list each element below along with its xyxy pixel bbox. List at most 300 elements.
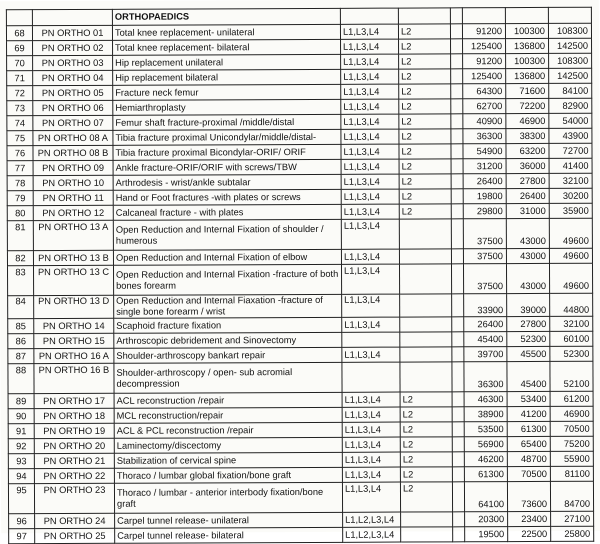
hospital-levels: L1,L3,L4 [341,249,399,264]
rate-tier-3: 108300 [549,53,592,68]
rate-tier-3: 142500 [549,38,592,53]
row-number: 72 [7,86,33,101]
row-number: 88 [8,364,34,394]
row-number: 75 [7,131,33,146]
hospital-levels: L1,L3,L4 [341,129,399,144]
row-number: 82 [7,251,33,266]
procedure-text: Open Reduction and Internal Fixation -fracture of both bones forearm [116,268,339,291]
package-code: PN ORTHO 12 [33,205,113,220]
empty-cell [451,219,463,249]
procedure-name [114,422,342,438]
rate-tier-1: 91200 [462,24,505,39]
package-code: PN ORTHO 25 [35,528,115,543]
rate-tier-3: 27100 [551,511,594,526]
rate-tier-3: 32100 [549,173,592,188]
row-number: 89 [8,394,34,409]
procedure-text: Open Reduction and Internal Fixation of shoulder / humerous [115,223,324,246]
package-code: PN ORTHO 14 [34,318,114,333]
package-code: PN ORTHO 11 [33,190,113,205]
procedure-text: Total knee replacement- unilateral [114,26,255,38]
care-level [399,219,451,249]
row-number: 86 [8,334,34,349]
rate-tier-2: 73600 [507,481,550,511]
hospital-levels: L1,L3,L4 [342,422,400,437]
hospital-levels: L1,L3,L4 [341,219,399,249]
rate-tier-1: 45400 [464,332,507,347]
rate-tier-3: 44800 [550,293,593,316]
rate-tier-3: 142500 [549,68,592,83]
empty-cell [452,422,464,437]
package-code: PN ORTHO 19 [34,423,114,438]
procedure-name [114,407,342,423]
hospital-levels: L1,L3,L4 [342,437,400,452]
care-level: L2 [399,54,451,69]
rate-tier-3: 49600 [549,248,592,263]
row-number: 71 [7,71,33,86]
rate-tier-2: 100300 [505,23,548,38]
section-title: ORTHOPAEDICS [112,8,340,25]
package-code: PN ORTHO 04 [33,70,113,85]
rate-tier-2: 61300 [507,421,550,436]
rate-tier-1: 125400 [463,69,506,84]
rate-tier-2: 43000 [506,248,549,263]
procedure-text: Femur shaft fracture-proximal /middle/distal [115,116,295,128]
rate-tier-2: 27800 [507,316,550,331]
procedure-name [113,219,341,250]
rate-tier-1: 64100 [464,482,507,512]
rate-tier-2: 45400 [507,361,550,391]
package-code: PN ORTHO 13 D [34,295,114,318]
rate-tier-1: 36300 [464,362,507,392]
hospital-levels: L1,L3,L4 [341,159,399,174]
rate-tier-2: 65400 [507,436,550,451]
hospital-levels: L1,L3,L4 [341,264,399,294]
procedure-text: Tibia fracture proximal Bicondylar-ORIF/ ORIF [115,146,306,158]
care-level: L2 [400,437,452,452]
rate-tier-2: 48700 [507,451,550,466]
rate-tier-2: 41200 [507,406,550,421]
row-number: 69 [7,41,33,56]
procedure-text: Arthroscopic debridement and Sinovectomy [116,334,297,346]
hospital-levels: L1,L3,L4 [341,189,399,204]
procedure-name [114,452,342,468]
row-number: 81 [7,221,33,251]
procedure-text: Arthrodesis - wrist/ankle subtalar [115,176,251,188]
empty-cell [451,114,463,129]
table-row [8,293,593,319]
row-number: 93 [8,454,34,469]
row-number: 85 [8,319,34,334]
rate-tier-2: 71600 [506,83,549,98]
table-row [7,263,592,296]
procedure-text: Hemiarthroplasty [115,101,186,113]
procedure-text: ACL reconstruction /repair [116,394,225,406]
package-code: PN ORTHO 20 [34,438,114,453]
empty-cell [452,482,464,512]
row-number: 95 [8,484,34,514]
procedure-text: Hip replacement bilateral [115,71,219,83]
procedure-name [114,392,342,408]
procedure-name [114,362,342,393]
procedure-text: Scaphoid fracture fixation [116,319,222,331]
procedure-text: ACL & PCL reconstruction /repair [116,424,254,436]
rate-tier-3: 82900 [549,98,592,113]
hospital-levels: L1,L3,L4 [342,482,400,512]
rate-tier-3: 60100 [550,331,593,346]
rate-tier-2: 27800 [506,173,549,188]
rate-tier-1: 29800 [463,204,506,219]
procedure-text: Thoraco / lumbar - anterior interbody fixation/bone graft [116,486,324,509]
package-code: PN ORTHO 13 A [33,220,113,250]
procedure-text: Carpel tunnel release- unilateral [117,514,249,526]
procedure-name [115,512,343,528]
empty-cell [451,54,463,69]
care-level: L2 [399,204,451,219]
rate-tier-2: 136800 [506,68,549,83]
empty-cell [452,294,464,317]
hospital-levels: L1,L3,L4 [341,54,399,69]
empty-cell [452,452,464,467]
procedure-name [113,54,341,70]
hospital-levels: L1,L2,L3,L4 [343,512,401,527]
empty-cell [452,392,464,407]
rate-tier-3: 43900 [549,128,592,143]
rate-tier-2: 39000 [507,293,550,316]
table-row [7,218,592,251]
rate-tier-2: 36000 [506,158,549,173]
rate-tier-2: 136800 [506,38,549,53]
procedure-name [113,39,341,55]
rate-tier-2: 53400 [507,391,550,406]
row-number: 94 [8,469,34,484]
procedure-name [114,437,342,453]
procedure-text: Shoulder-arthroscopy / open- sub acromial decompression [116,366,293,389]
care-level [400,362,452,392]
care-level: L2 [400,467,452,482]
row-number: 79 [7,191,33,206]
procedure-name [113,144,341,160]
row-number: 90 [8,409,34,424]
empty-cell [451,99,463,114]
procedure-name [113,189,341,205]
empty-cell [451,39,463,54]
hospital-levels: L1,L3,L4 [342,452,400,467]
hospital-levels: L1,L3,L4 [341,39,399,54]
empty-cell [453,527,465,542]
care-level [401,512,453,527]
care-level: L2 [400,452,452,467]
rate-tier-1: 91200 [463,54,506,69]
rate-tier-2: 23400 [508,511,551,526]
hospital-levels [342,362,400,392]
empty-cell [451,144,463,159]
row-number: 83 [7,266,33,296]
row-number: 77 [7,161,33,176]
rate-tier-3: 54000 [549,113,592,128]
rate-tier-2: 45500 [507,346,550,361]
care-level: L2 [400,407,452,422]
hospital-levels: L1,L3,L4 [340,24,398,39]
rate-tier-1: 46200 [464,452,507,467]
package-code: PN ORTHO 07 [33,115,113,130]
package-code: PN ORTHO 05 [33,85,113,100]
procedure-text: Open Reduction and Internal Fiaxation -fracture of single bone forearm / wrist [116,294,323,317]
package-code: PN ORTHO 02 [33,40,113,55]
hospital-levels: L1,L3,L4 [342,392,400,407]
empty-cell [451,204,463,219]
procedure-text: Hip replacement unilateral [115,56,224,68]
procedure-text: Carpel tunnel release- bilateral [117,529,244,541]
package-code: PN ORTHO 13 B [33,250,113,265]
package-code: PN ORTHO 22 [34,468,114,483]
procedure-text: Tibia fracture proximal Unicondylar/middle/distal- [115,131,317,143]
row-number: 97 [9,529,35,544]
hospital-levels [342,332,400,347]
package-code: PN ORTHO 23 [34,483,114,513]
row-number: 87 [8,349,34,364]
procedure-name [112,24,340,40]
hospital-levels: L1,L3,L4 [341,114,399,129]
hospital-levels: L1,L3,L4 [341,144,399,159]
rate-tier-3: 46900 [550,406,593,421]
rate-tier-1: 46300 [464,392,507,407]
package-code: PN ORTHO 08 B [33,145,113,160]
procedure-name [113,159,341,175]
procedure-name [113,84,341,100]
hospital-levels: L1,L3,L4 [342,317,400,332]
rate-tier-3: 32100 [550,316,593,331]
rate-tier-3: 75200 [550,436,593,451]
rate-tier-1: 36300 [463,129,506,144]
care-level: L2 [399,69,451,84]
row-number: 74 [7,116,33,131]
hospital-levels: L1,L3,L4 [341,84,399,99]
rate-tier-2: 38300 [506,128,549,143]
empty-cell [451,264,463,294]
rate-tier-3: 49600 [549,263,592,293]
package-code: PN ORTHO 13 C [33,265,113,295]
package-code: PN ORTHO 18 [34,408,114,423]
table-row [8,361,593,394]
rate-tier-1: 19800 [463,189,506,204]
procedure-name [114,482,342,513]
procedure-name [113,129,341,145]
empty-cell [451,249,463,264]
rate-tier-3: 84100 [549,83,592,98]
procedure-name [113,264,341,295]
procedure-text: Fracture neck femur [115,86,199,98]
rate-tier-1: 19500 [465,527,508,542]
rate-tier-1: 26400 [463,174,506,189]
hospital-levels: L1,L3,L4 [342,407,400,422]
rate-tier-3: 30200 [549,188,592,203]
rate-tier-2: 43000 [506,218,549,248]
empty-cell [452,332,464,347]
package-code: PN ORTHO 15 [34,333,114,348]
row-number: 78 [7,176,33,191]
rate-tier-3: 49600 [549,218,592,248]
hospital-levels: L1,L3,L4 [342,294,400,317]
procedure-name [114,317,342,333]
care-level: L2 [399,84,451,99]
care-level [399,249,451,264]
procedure-name [113,249,341,265]
rate-tier-3: 84700 [550,481,593,511]
hospital-levels: L1,L3,L4 [342,467,400,482]
procedure-name [114,347,342,363]
empty-cell [452,317,464,332]
rate-tier-3: 108300 [548,23,591,38]
row-number: 92 [8,439,34,454]
hospital-levels: L1,L2,L3,L4 [343,527,401,542]
procedure-name [113,204,341,220]
empty-cell [451,174,463,189]
rate-tier-3: 70500 [550,421,593,436]
procedure-name [113,69,341,85]
rate-tier-1: 37500 [463,249,506,264]
rate-tier-1: 62700 [463,99,506,114]
empty-cell [450,24,462,39]
hospital-levels: L1,L3,L4 [341,99,399,114]
package-code: PN ORTHO 16 A [34,348,114,363]
rate-tier-1: 33900 [464,294,507,317]
empty-cell [452,362,464,392]
empty-cell [452,467,464,482]
rate-tier-1: 37500 [463,264,506,294]
package-code: PN ORTHO 16 B [34,363,114,393]
rate-tier-1: 53500 [464,422,507,437]
care-level: L2 [399,159,451,174]
rate-tier-2: 46900 [506,113,549,128]
procedure-name [114,467,342,483]
care-level: L2 [399,189,451,204]
procedure-text: Laminectomy/discectomy [116,439,222,451]
rate-tier-2: 72200 [506,98,549,113]
package-code: PN ORTHO 01 [32,25,112,40]
rate-tier-1: 56900 [464,437,507,452]
row-number: 91 [8,424,34,439]
row-number: 96 [9,514,35,529]
procedure-text: Total knee replacement- bilateral [115,41,250,53]
rate-tier-1: 31200 [463,159,506,174]
rate-tier-2: 26400 [506,188,549,203]
procedure-name [115,527,343,543]
package-code: PN ORTHO 24 [35,513,115,528]
rate-tier-2: 70500 [507,466,550,481]
care-level [400,317,452,332]
orthopaedics-rate-table [6,7,594,544]
rate-tier-2: 43000 [506,263,549,293]
care-level: L2 [400,392,452,407]
procedure-text: Calcaneal fracture - with plates [115,206,244,218]
empty-cell [451,159,463,174]
rate-tier-1: 26400 [464,317,507,332]
care-level [401,527,453,542]
care-level [399,264,451,294]
rate-tier-3: 41400 [549,158,592,173]
rate-tier-3: 52100 [550,361,593,391]
care-level [400,347,452,362]
procedure-name [114,332,342,348]
package-code: PN ORTHO 08 A [33,130,113,145]
rate-tier-3: 35900 [549,203,592,218]
package-code: PN ORTHO 17 [34,393,114,408]
rate-tier-1: 61300 [464,467,507,482]
rate-tier-1: 37500 [463,219,506,249]
procedure-name [113,99,341,115]
rate-tier-2: 22500 [508,526,551,541]
rate-tier-1: 20300 [465,512,508,527]
package-code: PN ORTHO 09 [33,160,113,175]
procedure-text: Stabilization of cervical spine [116,454,237,466]
row-number: 76 [7,146,33,161]
procedure-text: Ankle fracture-ORIF/ORIF with screws/TBW [115,161,297,173]
rate-tier-3: 25800 [551,526,594,541]
care-level: L2 [399,174,451,189]
row-number: 84 [8,296,34,319]
row-number: 70 [7,56,33,71]
empty-cell [452,347,464,362]
hospital-levels: L1,L3,L4 [341,204,399,219]
empty-cell [452,407,464,422]
package-code: PN ORTHO 21 [34,453,114,468]
rate-tier-3: 52300 [550,346,593,361]
empty-cell [451,189,463,204]
package-code: PN ORTHO 03 [33,55,113,70]
rate-tier-2: 52300 [507,331,550,346]
care-level: L2 [400,482,452,512]
empty-cell [452,437,464,452]
hospital-levels: L1,L3,L4 [341,69,399,84]
care-level: L2 [399,144,451,159]
rate-tier-2: 63200 [506,143,549,158]
procedure-text: Thoraco / lumbar global fixation/bone graft [116,469,292,481]
procedure-name [114,294,342,318]
empty-cell [453,512,465,527]
procedure-text: Shoulder-arthroscopy bankart repair [116,349,266,361]
rate-tier-2: 31000 [506,203,549,218]
hospital-levels: L1,L3,L4 [342,347,400,362]
table-row [9,526,594,544]
procedure-name [113,174,341,190]
row-number: 68 [6,26,32,41]
procedure-name [113,114,341,130]
hospital-levels: L1,L3,L4 [341,174,399,189]
rate-tier-1: 38900 [464,407,507,422]
care-level [400,294,452,317]
care-level: L2 [400,422,452,437]
care-level: L2 [399,99,451,114]
procedure-text: MCL reconstruction/repair [116,409,224,421]
care-level: L2 [398,24,450,39]
rate-tier-3: 81100 [550,466,593,481]
rate-tier-3: 55900 [550,451,593,466]
procedure-text: Open Reduction and Internal Fixation of elbow [115,251,308,263]
row-number: 80 [7,206,33,221]
empty-cell [451,69,463,84]
package-code: PN ORTHO 10 [33,175,113,190]
care-level: L2 [399,129,451,144]
care-level [400,332,452,347]
rate-tier-3: 72700 [549,143,592,158]
care-level: L2 [399,39,451,54]
row-number: 73 [7,101,33,116]
rate-tier-2: 100300 [506,53,549,68]
rate-tier-1: 64300 [463,84,506,99]
package-code: PN ORTHO 06 [33,100,113,115]
rate-tier-1: 40900 [463,114,506,129]
table-row [8,481,593,514]
